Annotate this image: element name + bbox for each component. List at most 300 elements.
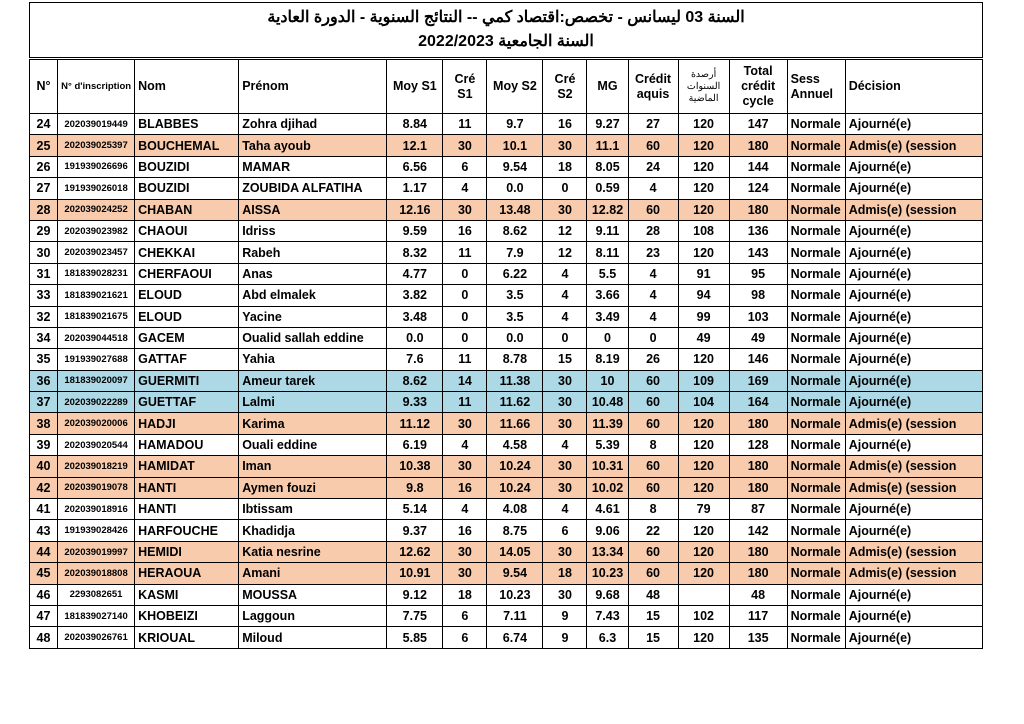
cell-inscription: 181839028231 [58, 263, 135, 284]
cell-arsida: 120 [678, 413, 729, 434]
cell-credit-aquis: 26 [628, 349, 678, 370]
cell-inscription: 181839027140 [58, 605, 135, 626]
cell-nom: BOUZIDI [135, 156, 239, 177]
cell-moy-s1: 12.62 [387, 541, 443, 562]
cell-prenom: Karima [239, 413, 387, 434]
title-line-1: السنة 03 ليسانس - تخصص:اقتصاد كمي -- النتائج السنوية - الدورة العادية [267, 9, 745, 26]
cell-moy-s2: 6.74 [487, 627, 543, 648]
cell-decision: Admis(e) (session [845, 135, 982, 156]
cell-inscription: 202039018219 [58, 456, 135, 477]
cell-credit-aquis: 60 [628, 541, 678, 562]
cell-num: 26 [30, 156, 58, 177]
cell-moy-s2: 9.54 [487, 563, 543, 584]
cell-mg: 10.02 [587, 477, 628, 498]
cell-sess: Normale [787, 285, 845, 306]
cell-cre-s2: 16 [543, 114, 587, 135]
cell-arsida: 104 [678, 392, 729, 413]
cell-num: 43 [30, 520, 58, 541]
table-row [30, 199, 983, 220]
cell-moy-s2: 3.5 [487, 285, 543, 306]
cell-decision: Ajourné(e) [845, 392, 982, 413]
cell-moy-s1: 5.85 [387, 627, 443, 648]
cell-decision: Ajourné(e) [845, 499, 982, 520]
cell-cre-s2: 9 [543, 627, 587, 648]
cell-moy-s2: 8.62 [487, 220, 543, 241]
cell-arsida: 120 [678, 199, 729, 220]
cell-cre-s2: 30 [543, 584, 587, 605]
cell-total-credit: 144 [729, 156, 787, 177]
cell-cre-s2: 30 [543, 370, 587, 391]
cell-cre-s2: 4 [543, 434, 587, 455]
document-title-box [29, 2, 983, 58]
cell-nom: HARFOUCHE [135, 520, 239, 541]
cell-moy-s1: 11.12 [387, 413, 443, 434]
cell-nom: CHEKKAI [135, 242, 239, 263]
cell-credit-aquis: 23 [628, 242, 678, 263]
cell-arsida [678, 584, 729, 605]
cell-cre-s2: 15 [543, 349, 587, 370]
cell-moy-s2: 11.38 [487, 370, 543, 391]
cell-nom: ELOUD [135, 285, 239, 306]
col-header-nom: Nom [135, 60, 239, 114]
cell-moy-s1: 9.12 [387, 584, 443, 605]
cell-inscription: 191939026018 [58, 178, 135, 199]
cell-num: 46 [30, 584, 58, 605]
table-row [30, 392, 983, 413]
cell-decision: Admis(e) (session [845, 541, 982, 562]
col-header-mg: MG [587, 60, 628, 114]
cell-inscription: 202039044518 [58, 327, 135, 348]
cell-moy-s1: 4.77 [387, 263, 443, 284]
cell-nom: GUETTAF [135, 392, 239, 413]
cell-total-credit: 180 [729, 477, 787, 498]
cell-moy-s2: 8.78 [487, 349, 543, 370]
cell-credit-aquis: 24 [628, 156, 678, 177]
cell-cre-s2: 6 [543, 520, 587, 541]
cell-arsida: 120 [678, 349, 729, 370]
cell-prenom: Aymen fouzi [239, 477, 387, 498]
cell-moy-s1: 8.62 [387, 370, 443, 391]
cell-inscription: 202039019449 [58, 114, 135, 135]
cell-arsida: 120 [678, 477, 729, 498]
cell-mg: 9.27 [587, 114, 628, 135]
table-body [30, 114, 983, 649]
cell-sess: Normale [787, 114, 845, 135]
cell-num: 44 [30, 541, 58, 562]
cell-cre-s1: 11 [443, 349, 487, 370]
cell-credit-aquis: 60 [628, 413, 678, 434]
cell-prenom: Ameur tarek [239, 370, 387, 391]
cell-credit-aquis: 4 [628, 178, 678, 199]
cell-inscription: 191939026696 [58, 156, 135, 177]
cell-cre-s1: 6 [443, 627, 487, 648]
cell-arsida: 94 [678, 285, 729, 306]
cell-arsida: 120 [678, 434, 729, 455]
cell-decision: Admis(e) (session [845, 563, 982, 584]
cell-cre-s2: 4 [543, 499, 587, 520]
cell-cre-s1: 16 [443, 520, 487, 541]
cell-moy-s1: 6.19 [387, 434, 443, 455]
cell-prenom: Abd elmalek [239, 285, 387, 306]
col-header-prenom: Prénom [239, 60, 387, 114]
cell-moy-s1: 7.6 [387, 349, 443, 370]
cell-prenom: Idriss [239, 220, 387, 241]
table-row [30, 156, 983, 177]
cell-total-credit: 146 [729, 349, 787, 370]
cell-moy-s2: 11.66 [487, 413, 543, 434]
cell-arsida: 120 [678, 114, 729, 135]
cell-nom: BOUCHEMAL [135, 135, 239, 156]
table-row [30, 220, 983, 241]
cell-moy-s1: 9.8 [387, 477, 443, 498]
cell-sess: Normale [787, 605, 845, 626]
cell-credit-aquis: 60 [628, 392, 678, 413]
cell-sess: Normale [787, 499, 845, 520]
cell-cre-s1: 14 [443, 370, 487, 391]
cell-mg: 8.19 [587, 349, 628, 370]
table-row [30, 242, 983, 263]
cell-moy-s2: 7.9 [487, 242, 543, 263]
cell-decision: Admis(e) (session [845, 413, 982, 434]
table-row [30, 477, 983, 498]
cell-prenom: Laggoun [239, 605, 387, 626]
cell-mg: 13.34 [587, 541, 628, 562]
cell-total-credit: 164 [729, 392, 787, 413]
cell-nom: ELOUD [135, 306, 239, 327]
cell-prenom: Ouali eddine [239, 434, 387, 455]
cell-prenom: AISSA [239, 199, 387, 220]
cell-arsida: 120 [678, 135, 729, 156]
cell-cre-s1: 16 [443, 220, 487, 241]
cell-prenom: Yahia [239, 349, 387, 370]
cell-inscription: 202039019078 [58, 477, 135, 498]
cell-total-credit: 180 [729, 199, 787, 220]
cell-sess: Normale [787, 327, 845, 348]
cell-mg: 8.11 [587, 242, 628, 263]
cell-moy-s2: 13.48 [487, 199, 543, 220]
cell-credit-aquis: 60 [628, 477, 678, 498]
cell-total-credit: 48 [729, 584, 787, 605]
cell-inscription: 181839021675 [58, 306, 135, 327]
cell-num: 30 [30, 242, 58, 263]
cell-num: 41 [30, 499, 58, 520]
cell-sess: Normale [787, 477, 845, 498]
cell-num: 39 [30, 434, 58, 455]
cell-moy-s1: 3.82 [387, 285, 443, 306]
cell-prenom: Ibtissam [239, 499, 387, 520]
cell-total-credit: 180 [729, 413, 787, 434]
cell-total-credit: 169 [729, 370, 787, 391]
cell-prenom: MOUSSA [239, 584, 387, 605]
cell-mg: 10.48 [587, 392, 628, 413]
cell-cre-s2: 12 [543, 242, 587, 263]
cell-inscription: 181839020097 [58, 370, 135, 391]
cell-prenom: Lalmi [239, 392, 387, 413]
title-line-2: السنة الجامعية 2022/2023 [418, 33, 594, 50]
cell-sess: Normale [787, 520, 845, 541]
cell-num: 47 [30, 605, 58, 626]
cell-credit-aquis: 0 [628, 327, 678, 348]
cell-cre-s2: 30 [543, 477, 587, 498]
table-row [30, 114, 983, 135]
cell-arsida: 120 [678, 563, 729, 584]
cell-decision: Admis(e) (session [845, 199, 982, 220]
cell-mg: 10.23 [587, 563, 628, 584]
cell-nom: GUERMITI [135, 370, 239, 391]
cell-mg: 10.31 [587, 456, 628, 477]
cell-sess: Normale [787, 370, 845, 391]
cell-cre-s2: 30 [543, 413, 587, 434]
cell-mg: 0.59 [587, 178, 628, 199]
cell-num: 31 [30, 263, 58, 284]
cell-sess: Normale [787, 392, 845, 413]
cell-total-credit: 103 [729, 306, 787, 327]
cell-decision: Ajourné(e) [845, 520, 982, 541]
cell-cre-s1: 30 [443, 541, 487, 562]
cell-prenom: Katia nesrine [239, 541, 387, 562]
table-row [30, 563, 983, 584]
cell-moy-s2: 6.22 [487, 263, 543, 284]
cell-sess: Normale [787, 199, 845, 220]
cell-mg: 9.06 [587, 520, 628, 541]
cell-mg: 12.82 [587, 199, 628, 220]
table-header-row [30, 60, 983, 114]
cell-cre-s2: 30 [543, 456, 587, 477]
cell-sess: Normale [787, 263, 845, 284]
cell-credit-aquis: 60 [628, 199, 678, 220]
table-row [30, 285, 983, 306]
cell-credit-aquis: 15 [628, 627, 678, 648]
cell-arsida: 120 [678, 456, 729, 477]
cell-credit-aquis: 4 [628, 285, 678, 306]
cell-credit-aquis: 8 [628, 434, 678, 455]
cell-total-credit: 135 [729, 627, 787, 648]
cell-credit-aquis: 22 [628, 520, 678, 541]
cell-total-credit: 98 [729, 285, 787, 306]
cell-sess: Normale [787, 456, 845, 477]
cell-cre-s2: 12 [543, 220, 587, 241]
cell-moy-s2: 9.7 [487, 114, 543, 135]
cell-cre-s1: 6 [443, 605, 487, 626]
cell-credit-aquis: 27 [628, 114, 678, 135]
cell-moy-s1: 3.48 [387, 306, 443, 327]
cell-total-credit: 95 [729, 263, 787, 284]
cell-sess: Normale [787, 584, 845, 605]
cell-sess: Normale [787, 242, 845, 263]
cell-num: 28 [30, 199, 58, 220]
cell-num: 37 [30, 392, 58, 413]
cell-sess: Normale [787, 627, 845, 648]
cell-nom: CHERFAOUI [135, 263, 239, 284]
results-table [29, 59, 983, 649]
cell-num: 27 [30, 178, 58, 199]
cell-arsida: 102 [678, 605, 729, 626]
cell-moy-s2: 11.62 [487, 392, 543, 413]
cell-credit-aquis: 4 [628, 263, 678, 284]
cell-nom: HANTI [135, 477, 239, 498]
cell-nom: HAMIDAT [135, 456, 239, 477]
cell-nom: BOUZIDI [135, 178, 239, 199]
cell-num: 36 [30, 370, 58, 391]
cell-total-credit: 49 [729, 327, 787, 348]
cell-inscription: 202039022289 [58, 392, 135, 413]
cell-moy-s1: 8.84 [387, 114, 443, 135]
cell-inscription: 2293082651 [58, 584, 135, 605]
cell-moy-s1: 6.56 [387, 156, 443, 177]
cell-total-credit: 180 [729, 456, 787, 477]
cell-nom: HEMIDI [135, 541, 239, 562]
cell-sess: Normale [787, 156, 845, 177]
cell-cre-s1: 4 [443, 434, 487, 455]
cell-arsida: 120 [678, 541, 729, 562]
cell-nom: KASMI [135, 584, 239, 605]
cell-arsida: 120 [678, 627, 729, 648]
cell-inscription: 202039023457 [58, 242, 135, 263]
col-header-cre-s1: Cré S1 [443, 60, 487, 114]
cell-decision: Admis(e) (session [845, 456, 982, 477]
cell-moy-s1: 7.75 [387, 605, 443, 626]
cell-mg: 5.39 [587, 434, 628, 455]
cell-inscription: 202039019997 [58, 541, 135, 562]
cell-decision: Ajourné(e) [845, 584, 982, 605]
cell-inscription: 202039024252 [58, 199, 135, 220]
cell-cre-s1: 16 [443, 477, 487, 498]
cell-inscription: 202039023982 [58, 220, 135, 241]
cell-moy-s2: 7.11 [487, 605, 543, 626]
cell-moy-s2: 10.24 [487, 477, 543, 498]
cell-decision: Ajourné(e) [845, 156, 982, 177]
cell-sess: Normale [787, 541, 845, 562]
cell-credit-aquis: 60 [628, 456, 678, 477]
cell-decision: Ajourné(e) [845, 178, 982, 199]
cell-total-credit: 147 [729, 114, 787, 135]
cell-cre-s2: 18 [543, 563, 587, 584]
cell-cre-s1: 30 [443, 199, 487, 220]
col-header-credit-aquis: Crédit aquis [628, 60, 678, 114]
table-row [30, 456, 983, 477]
cell-prenom: Khadidja [239, 520, 387, 541]
cell-num: 35 [30, 349, 58, 370]
cell-cre-s1: 30 [443, 456, 487, 477]
cell-arsida: 99 [678, 306, 729, 327]
cell-mg: 7.43 [587, 605, 628, 626]
cell-total-credit: 128 [729, 434, 787, 455]
cell-moy-s1: 10.91 [387, 563, 443, 584]
cell-credit-aquis: 48 [628, 584, 678, 605]
cell-num: 48 [30, 627, 58, 648]
cell-sess: Normale [787, 349, 845, 370]
cell-moy-s1: 5.14 [387, 499, 443, 520]
cell-arsida: 108 [678, 220, 729, 241]
cell-moy-s1: 1.17 [387, 178, 443, 199]
cell-nom: CHABAN [135, 199, 239, 220]
cell-moy-s2: 9.54 [487, 156, 543, 177]
cell-sess: Normale [787, 135, 845, 156]
cell-moy-s1: 0.0 [387, 327, 443, 348]
table-row [30, 520, 983, 541]
table-row [30, 370, 983, 391]
cell-prenom: Oualid sallah eddine [239, 327, 387, 348]
cell-num: 33 [30, 285, 58, 306]
cell-prenom: Zohra djihad [239, 114, 387, 135]
table-row [30, 306, 983, 327]
cell-num: 25 [30, 135, 58, 156]
cell-prenom: Miloud [239, 627, 387, 648]
cell-mg: 6.3 [587, 627, 628, 648]
cell-sess: Normale [787, 563, 845, 584]
cell-mg: 10 [587, 370, 628, 391]
cell-decision: Ajourné(e) [845, 627, 982, 648]
cell-decision: Ajourné(e) [845, 220, 982, 241]
cell-mg: 3.66 [587, 285, 628, 306]
cell-prenom: Taha ayoub [239, 135, 387, 156]
cell-cre-s2: 4 [543, 306, 587, 327]
cell-cre-s2: 18 [543, 156, 587, 177]
cell-mg: 5.5 [587, 263, 628, 284]
cell-prenom: Rabeh [239, 242, 387, 263]
cell-arsida: 120 [678, 520, 729, 541]
cell-moy-s2: 8.75 [487, 520, 543, 541]
cell-mg: 11.39 [587, 413, 628, 434]
cell-moy-s2: 10.24 [487, 456, 543, 477]
cell-sess: Normale [787, 220, 845, 241]
cell-decision: Ajourné(e) [845, 285, 982, 306]
cell-inscription: 202039018808 [58, 563, 135, 584]
cell-decision: Ajourné(e) [845, 242, 982, 263]
col-header-decision: Décision [845, 60, 982, 114]
cell-decision: Ajourné(e) [845, 114, 982, 135]
col-header-cre-s2: Cré S2 [543, 60, 587, 114]
cell-cre-s1: 0 [443, 285, 487, 306]
cell-inscription: 202039018916 [58, 499, 135, 520]
cell-moy-s2: 4.08 [487, 499, 543, 520]
cell-moy-s2: 3.5 [487, 306, 543, 327]
cell-num: 34 [30, 327, 58, 348]
cell-cre-s1: 0 [443, 263, 487, 284]
col-header-arsida: أرصدة السنوات الماضية [678, 60, 729, 114]
col-header-moy-s2: Moy S2 [487, 60, 543, 114]
cell-arsida: 120 [678, 242, 729, 263]
cell-moy-s2: 0.0 [487, 327, 543, 348]
cell-moy-s1: 9.37 [387, 520, 443, 541]
table-row [30, 605, 983, 626]
cell-inscription: 181839021621 [58, 285, 135, 306]
table-row [30, 263, 983, 284]
cell-arsida: 109 [678, 370, 729, 391]
cell-cre-s2: 30 [543, 392, 587, 413]
cell-nom: HERAOUA [135, 563, 239, 584]
cell-cre-s1: 30 [443, 413, 487, 434]
cell-cre-s1: 30 [443, 135, 487, 156]
cell-decision: Ajourné(e) [845, 434, 982, 455]
col-header-total-credit: Total crédit cycle [729, 60, 787, 114]
table-row [30, 584, 983, 605]
cell-prenom: Amani [239, 563, 387, 584]
cell-cre-s2: 4 [543, 285, 587, 306]
col-header-moy-s1: Moy S1 [387, 60, 443, 114]
cell-inscription: 202039025397 [58, 135, 135, 156]
cell-cre-s2: 0 [543, 327, 587, 348]
cell-prenom: MAMAR [239, 156, 387, 177]
cell-cre-s1: 4 [443, 499, 487, 520]
cell-num: 38 [30, 413, 58, 434]
cell-moy-s1: 8.32 [387, 242, 443, 263]
cell-cre-s2: 0 [543, 178, 587, 199]
cell-decision: Ajourné(e) [845, 605, 982, 626]
table-row [30, 627, 983, 648]
col-header-sess: Sess Annuel [787, 60, 845, 114]
cell-decision: Ajourné(e) [845, 349, 982, 370]
